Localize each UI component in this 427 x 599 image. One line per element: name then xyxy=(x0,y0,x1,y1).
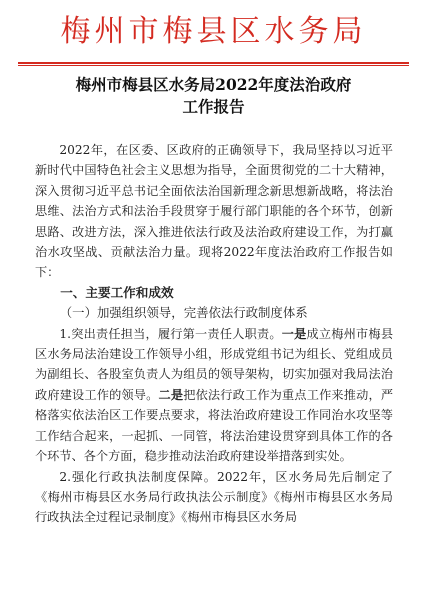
letterhead xyxy=(0,10,427,54)
letterhead-org-name: 梅州市梅县区水务局 xyxy=(60,14,367,49)
letterhead-red-rule xyxy=(18,62,409,64)
section-heading: 一、主要工作和成效 xyxy=(60,284,174,300)
item1-point2-text: 把依法行政工作为重点工作来推动，严格落实依法治区工作要点要求，将法治政府建设工作同治水攻坚等工作结合起来，一起抓、一同管，将法治建设贯穿到具体工作的各个环节、各个方面，稳步推动法治政府建设举措落到实处。 xyxy=(35,387,394,464)
letterhead-red-rule-thin xyxy=(18,65,409,66)
subsection-heading: （一）加强组织领导，完善依法行政制度体系 xyxy=(59,305,308,321)
item2-paragraph: 2.强化行政执法制度保障。2022年，区水务局先后制定了《梅州市梅县区水务局行政执法公示制度》《梅州市梅县区水务局行政执法全过程记录制度》《梅州市梅县区水务局 xyxy=(35,469,393,525)
report-title-line2: 工作报告 xyxy=(182,97,245,116)
item1-point2-label: 二是 xyxy=(158,387,184,402)
item1-paragraph xyxy=(35,324,393,467)
item1-lead: 1.突出责任担当，履行第一责任人职责。 xyxy=(59,326,282,341)
item1-point1-label: 一是 xyxy=(281,326,307,341)
report-title-line1: 梅州市梅县区水务局2022年度法治政府 xyxy=(75,75,352,94)
item1-point1-text: 成立梅州市梅县区水务局法治建设工作领导小组，形成党组书记为组长、党组成员为副组长、各股室负责人为组员的领导架构，切实加强对我局法治政府建设工作的领导。 xyxy=(35,326,394,402)
report-body xyxy=(35,140,393,528)
intro-paragraph: 2022年，在区委、区政府的正确领导下，我局坚持以习近平新时代中国特色社会主义思想为指导，全面贯彻党的二十大精神，深入贯彻习近平总书记全面依法治国新理念新思想新战略，将法治思维、法治方式和法治手段贯穿于履行部门职能的各个环节，创新思路、改进方法，深入推进依法行政及法治政府建设工作，为打赢治水攻坚战、贡献法治力量。现将2022年度法治政府工作报告如下： xyxy=(35,143,393,280)
